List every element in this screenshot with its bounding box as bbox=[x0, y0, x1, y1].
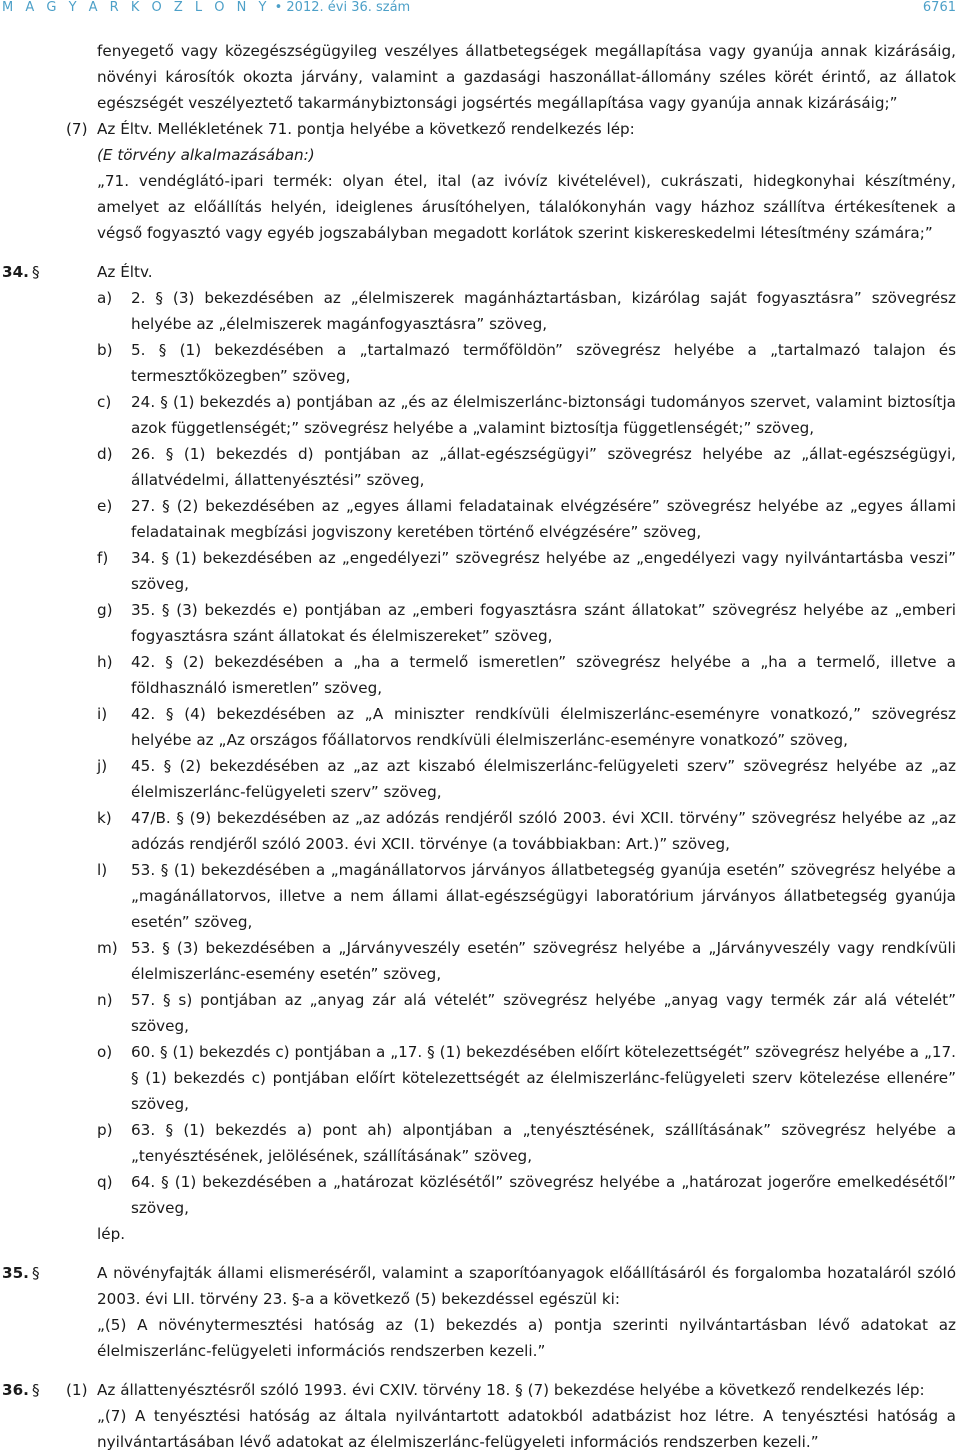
item-label: o) bbox=[97, 1043, 113, 1061]
point-7 bbox=[0, 116, 960, 142]
list-item bbox=[0, 1039, 960, 1117]
list-item bbox=[0, 649, 960, 701]
item-text: 34. § (1) bekezdésében az „engedélyezi” szövegrész helyébe az „engedélyezi vagy nyilvántartásba veszi” szöveg, bbox=[131, 549, 956, 593]
page-header bbox=[0, 0, 960, 20]
item-text: 64. § (1) bekezdésében a „határozat közlésétől” szövegrész helyébe a „határozat jogerőre emelkedésétől” szöveg, bbox=[131, 1173, 956, 1217]
item-text: 26. § (1) bekezdés d) pontjában az „állat-egészségügyi” szövegrész helyébe az „állat-egészségügyi, állatvédelmi, állattenyésztési” szöveg, bbox=[131, 445, 956, 489]
item-label: d) bbox=[97, 445, 113, 463]
section-text: A növényfajták állami elismeréséről, valamint a szaporítóanyagok előállításáról és forgalomba hozataláról szóló 2003. évi LII. törvény 23. §-a a következő (5) bekezdéssel egészül ki: bbox=[97, 1264, 956, 1308]
section-sign: § bbox=[32, 1381, 40, 1399]
item-label: j) bbox=[97, 757, 108, 775]
item-text: 53. § (3) bekezdésében a „Járványveszély esetén” szövegrész helyébe a „Járványveszély vagy rendkívüli élelmiszerlánc-esemény esetén” szöveg, bbox=[131, 939, 956, 983]
list-item bbox=[0, 935, 960, 987]
item-text: 24. § (1) bekezdés a) pontjában az „és az élelmiszerlánc-biztonsági tudományos szervet, valamint biztosítja azok függetlenségét;” szövegrész helyébe a „valamint biztosítja függetlenségét;” szöveg, bbox=[131, 393, 956, 437]
item-text: 60. § (1) bekezdés c) pontjában a „17. § (1) bekezdésében előírt kötelezettségét” szövegrész helyébe a „17. § (1) bekezdés c) pontjában előírt kötelezettségét az élelmiszerlánc-felügyeleti szerv kötelezése ellenére” szöveg, bbox=[131, 1043, 956, 1113]
list-item bbox=[0, 337, 960, 389]
item-text: 63. § (1) bekezdés a) pont ah) alpontjában a „tenyésztésének, szállításának” szövegrész helyébe a „tenyésztésének, jelölésének, szállításának” szöveg, bbox=[131, 1121, 956, 1165]
point-text: Az Éltv. Mellékletének 71. pontja helyébe a következő rendelkezés lép: bbox=[97, 120, 635, 138]
list-item bbox=[0, 1169, 960, 1221]
section-title: Az Éltv. bbox=[97, 263, 153, 281]
issue-label: 2012. évi 36. szám bbox=[286, 0, 411, 15]
page-number: 6761 bbox=[922, 0, 956, 15]
list-item bbox=[0, 493, 960, 545]
subsection-label: (1) bbox=[66, 1381, 88, 1399]
amendment-list bbox=[0, 285, 960, 1221]
item-text: 53. § (1) bekezdésében a „magánállatorvos járványos állatbetegség gyanúja esetén” szövegrész helyébe a „magánállatorvos, illetve a nem állami állat-egészségügyi laboratórium járványos állatbetegség gyanúja esetén” szöveg, bbox=[131, 861, 956, 931]
italic-note: (E törvény alkalmazásában:) bbox=[97, 146, 315, 164]
definition-71: „71. vendéglátó-ipari termék: olyan étel, ital (az ivóvíz kivételével), cukrászati, hidegkonyhai készítmény, amelyet az előállítás helyén, ideiglenes árusítóhelyen, tálalókonyhán vagy házhoz szállítva értékesítenek a végső fogyasztó vagy egyéb jogszabályban megadott korlátok szerint kiskereskedelmi létesítmény számára;” bbox=[97, 172, 956, 242]
intro-paragraph: fenyegető vagy közegészségügyileg veszélyes állatbetegségek megállapítása vagy gyanúja annak kizárásáig, növényi károsítók okozta járvány, valamint a gazdasági haszonállat-állomány széles körét érintő, az állatok egészségét veszélyeztető takarmánybiztonsági jogsértés megállapítása vagy gyanúja annak kizárásáig;” bbox=[97, 42, 956, 112]
header-bullet: • bbox=[274, 0, 283, 15]
item-label: h) bbox=[97, 653, 113, 671]
item-label: l) bbox=[97, 861, 108, 879]
item-label: n) bbox=[97, 991, 113, 1009]
list-item bbox=[0, 285, 960, 337]
list-item bbox=[0, 701, 960, 753]
list-item bbox=[0, 857, 960, 935]
list-item bbox=[0, 1117, 960, 1169]
list-item bbox=[0, 805, 960, 857]
item-label: b) bbox=[97, 341, 113, 359]
item-label: a) bbox=[97, 289, 113, 307]
item-label: e) bbox=[97, 497, 113, 515]
section-number: 34. bbox=[2, 263, 29, 281]
list-item bbox=[0, 545, 960, 597]
list-item bbox=[0, 753, 960, 805]
item-text: 27. § (2) bekezdésében az „egyes állami feladatainak elvégzésére” szövegrész helyébe az „egyes állami feladatainak megbízási jogviszony keretében történő elvégzésére” szöveg, bbox=[131, 497, 956, 541]
section-quote: „(5) A növénytermesztési hatóság az (1) bekezdés a) pontja szerinti nyilvántartásban lévő adatokat az élelmiszerlánc-felügyeleti információs rendszerben kezeli.” bbox=[97, 1316, 956, 1360]
item-label: g) bbox=[97, 601, 113, 619]
section-sign: § bbox=[32, 1264, 40, 1282]
item-text: 57. § s) pontjában az „anyag zár alá vételét” szövegrész helyébe „anyag vagy termék zár alá vételét” szöveg, bbox=[131, 991, 956, 1035]
closing-word: lép. bbox=[97, 1225, 126, 1243]
section-34 bbox=[0, 259, 960, 285]
section-text: Az állattenyésztésről szóló 1993. évi CXIV. törvény 18. § (7) bekezdése helyébe a következő rendelkezés lép: bbox=[97, 1381, 925, 1399]
item-label: c) bbox=[97, 393, 112, 411]
section-36 bbox=[0, 1377, 960, 1403]
journal-title: M A G Y A R K Ö Z L Ö N Y bbox=[2, 0, 271, 15]
section-number: 36. bbox=[2, 1381, 29, 1399]
journal-header-left bbox=[2, 0, 410, 15]
item-label: q) bbox=[97, 1173, 113, 1191]
item-text: 42. § (4) bekezdésében az „A miniszter rendkívüli élelmiszerlánc-eseményre vonatkozó,” szövegrész helyébe az „Az országos főállatorvos rendkívüli élelmiszerlánc-eseményre vonatkozó” szöveg, bbox=[131, 705, 956, 749]
section-quote: „(7) A tenyésztési hatóság az általa nyilvántartott adatokból adatbázist hoz létre. A tenyésztési hatóság a nyilvántartásában lévő adatokat az élelmiszerlánc-felügyeleti információs rendszerben kezeli.” bbox=[97, 1407, 956, 1451]
item-text: 45. § (2) bekezdésében az „az azt kiszabó élelmiszerlánc-felügyeleti szerv” szövegrész helyébe az „az élelmiszerlánc-felügyeleti szerv” szöveg, bbox=[131, 757, 956, 801]
list-item bbox=[0, 597, 960, 649]
document-body bbox=[0, 38, 960, 1455]
item-label: i) bbox=[97, 705, 108, 723]
item-text: 5. § (1) bekezdésében a „tartalmazó termőföldön” szövegrész helyébe a „tartalmazó talajon és termesztőközegben” szöveg, bbox=[131, 341, 956, 385]
item-text: 42. § (2) bekezdésében a „ha a termelő ismeretlen” szövegrész helyébe a „ha a termelő, illetve a földhasználó ismeretlen” szöveg, bbox=[131, 653, 956, 697]
list-item bbox=[0, 987, 960, 1039]
item-label: p) bbox=[97, 1121, 113, 1139]
item-text: 47/B. § (9) bekezdésében az „az adózás rendjéről szóló 2003. évi XCII. törvény” szövegrész helyébe az „az adózás rendjéről szóló 2003. évi XCII. törvénye (a továbbiakban: Art.)” szöveg, bbox=[131, 809, 956, 853]
item-label: k) bbox=[97, 809, 112, 827]
section-35 bbox=[0, 1260, 960, 1312]
item-text: 2. § (3) bekezdésében az „élelmiszerek magánháztartásban, kizárólag saját fogyasztásra” szövegrész helyébe az „élelmiszerek magánfogyasztásra” szöveg, bbox=[131, 289, 956, 333]
item-label: f) bbox=[97, 549, 109, 567]
section-number: 35. bbox=[2, 1264, 29, 1282]
list-item bbox=[0, 441, 960, 493]
item-text: 35. § (3) bekezdés e) pontjában az „emberi fogyasztásra szánt állatokat” szövegrész helyébe az „emberi fogyasztásra szánt állatokat és élelmiszereket” szöveg, bbox=[131, 601, 956, 645]
list-item bbox=[0, 389, 960, 441]
section-sign: § bbox=[32, 263, 40, 281]
item-label: m) bbox=[97, 939, 118, 957]
point-label: (7) bbox=[66, 120, 88, 138]
